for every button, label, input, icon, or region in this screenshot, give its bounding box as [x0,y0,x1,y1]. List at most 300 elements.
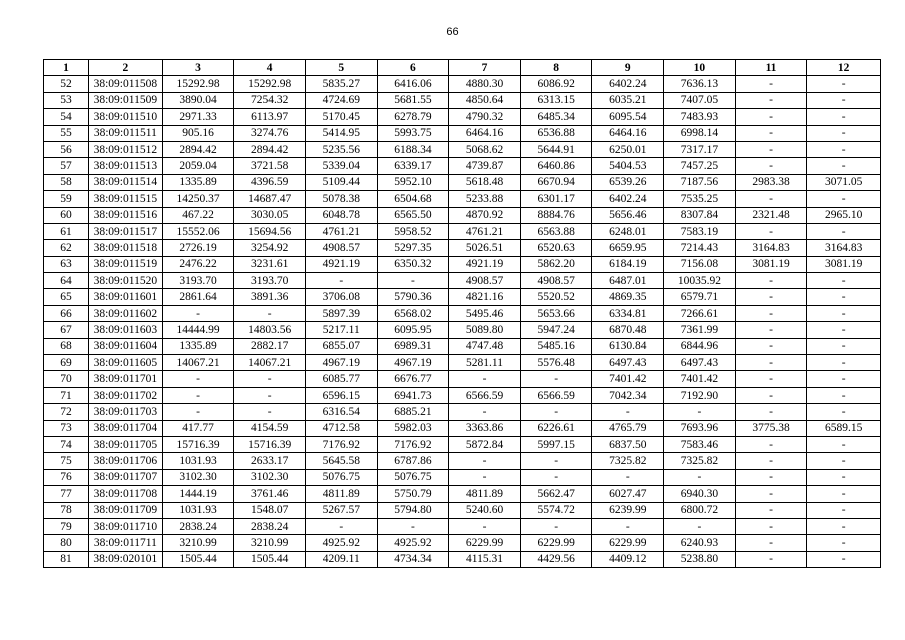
table-cell: 38:09:011602 [89,305,163,321]
table-cell: 2894.42 [162,141,234,157]
table-cell: 4115.31 [449,551,521,567]
table-cell: 79 [44,518,89,534]
table-cell: 71 [44,387,89,403]
column-header: 11 [735,60,807,76]
table-cell: - [735,141,807,157]
table-row [44,502,881,518]
table-cell: - [735,453,807,469]
table-row [44,174,881,190]
table-cell: 6229.99 [520,535,592,551]
table-cell: 4880.30 [449,76,521,92]
table-cell: 2983.38 [735,174,807,190]
table-cell: - [520,371,592,387]
table-cell: 38:09:011711 [89,535,163,551]
table-cell: 4747.48 [449,338,521,354]
table-cell: 3274.76 [234,125,306,141]
table-cell: 6027.47 [592,486,664,502]
table-cell: 6416.06 [377,76,449,92]
table-cell: 6870.48 [592,322,664,338]
table-cell: 7187.56 [664,174,736,190]
table-cell: 1548.07 [234,502,306,518]
table-cell: 38:09:011517 [89,223,163,239]
table-cell: 6313.15 [520,92,592,108]
table-cell: 6316.54 [305,404,377,420]
table-cell: 4908.57 [520,273,592,289]
table-cell: 6497.43 [592,355,664,371]
table-cell: 72 [44,404,89,420]
table-cell: 3891.36 [234,289,306,305]
table-cell: 905.16 [162,125,234,141]
table-cell: 14250.37 [162,191,234,207]
table-cell: - [520,469,592,485]
table-cell: 14067.21 [234,355,306,371]
table-row [44,76,881,92]
table-cell: - [735,191,807,207]
table-cell: 73 [44,420,89,436]
table-cell: 5404.53 [592,158,664,174]
table-cell: 5653.66 [520,305,592,321]
table-cell: 6464.16 [592,125,664,141]
table-cell: 5109.44 [305,174,377,190]
table-cell: 5485.16 [520,338,592,354]
table-cell: 5982.03 [377,420,449,436]
table-cell: - [305,518,377,534]
table-cell: 6085.77 [305,371,377,387]
table-cell: 3164.83 [735,240,807,256]
table-cell: 5068.62 [449,141,521,157]
table-cell: 38:09:011509 [89,92,163,108]
table-cell: - [807,502,881,518]
table-cell: - [520,453,592,469]
table-cell: 6563.88 [520,223,592,239]
table-cell: 76 [44,469,89,485]
table-cell: 417.77 [162,420,234,436]
table-cell: 6497.43 [664,355,736,371]
table-row [44,92,881,108]
table-row [44,141,881,157]
table-cell: 6670.94 [520,174,592,190]
table-cell: 3706.08 [305,289,377,305]
table-cell: - [162,404,234,420]
table-cell: 15716.39 [234,436,306,452]
table-cell: - [807,551,881,567]
table-cell: 5297.35 [377,240,449,256]
table-cell: 7693.96 [664,420,736,436]
table-cell: - [449,453,521,469]
table-row [44,273,881,289]
table-cell: 38:09:011519 [89,256,163,272]
table-cell: 5520.52 [520,289,592,305]
table-cell: - [305,273,377,289]
table-cell: 6350.32 [377,256,449,272]
table-cell: 3721.58 [234,158,306,174]
table-cell: 6460.86 [520,158,592,174]
table-cell: 6837.50 [592,436,664,452]
table-cell: 3775.38 [735,420,807,436]
column-header: 3 [162,60,234,76]
table-row [44,420,881,436]
table-cell: 5997.15 [520,436,592,452]
table-row [44,551,881,567]
table-cell: - [735,76,807,92]
table-cell: 4761.21 [449,223,521,239]
table-cell: 3164.83 [807,240,881,256]
table-row [44,223,881,239]
table-cell: 5076.75 [305,469,377,485]
table-cell: 14803.56 [234,322,306,338]
table-cell: - [735,223,807,239]
table-cell: - [162,387,234,403]
table-cell: 4908.57 [449,273,521,289]
table-cell: 52 [44,76,89,92]
table-cell: 6568.02 [377,305,449,321]
table-cell: - [735,273,807,289]
table-cell: - [592,469,664,485]
table-cell: - [807,387,881,403]
table-row [44,207,881,223]
table-cell: 6402.24 [592,191,664,207]
table-cell: 59 [44,191,89,207]
table-cell: 2838.24 [162,518,234,534]
table-cell: 4925.92 [305,535,377,551]
table-cell: 38:09:011701 [89,371,163,387]
table-row [44,256,881,272]
table-cell: - [234,305,306,321]
table-cell: 38:09:011516 [89,207,163,223]
table-cell: 7325.82 [592,453,664,469]
table-cell: 38:09:011604 [89,338,163,354]
table-cell: 4925.92 [377,535,449,551]
table-cell: 1444.19 [162,486,234,502]
table-cell: 6787.86 [377,453,449,469]
table-row [44,158,881,174]
table-cell: 6095.54 [592,109,664,125]
table-cell: 1335.89 [162,338,234,354]
table-cell: 6566.59 [520,387,592,403]
table-cell: - [735,289,807,305]
table-cell: 5872.84 [449,436,521,452]
table-cell: 3193.70 [234,273,306,289]
table-cell: 10035.92 [664,273,736,289]
table-cell: - [520,404,592,420]
table-cell: - [807,76,881,92]
table-cell: 69 [44,355,89,371]
table-cell: - [735,404,807,420]
table-cell: 6035.21 [592,92,664,108]
table-cell: 74 [44,436,89,452]
table-cell: - [592,404,664,420]
table-cell: 3071.05 [807,174,881,190]
table-cell: 7214.43 [664,240,736,256]
table-header-row [44,60,881,76]
table-cell: - [449,371,521,387]
table-cell: 55 [44,125,89,141]
table-cell: 2726.19 [162,240,234,256]
table-cell: - [807,125,881,141]
table-cell: - [807,355,881,371]
table-cell: 38:09:011708 [89,486,163,502]
table-cell: 5235.56 [305,141,377,157]
table-cell: 4870.92 [449,207,521,223]
table-cell: 2476.22 [162,256,234,272]
table-cell: - [807,191,881,207]
table-cell: - [735,436,807,452]
table-cell: 7254.32 [234,92,306,108]
table-cell: 6250.01 [592,141,664,157]
table-cell: 5618.48 [449,174,521,190]
table-cell: 38:09:011512 [89,141,163,157]
table-cell: 7457.25 [664,158,736,174]
table-cell: 4734.34 [377,551,449,567]
table-cell: 6659.95 [592,240,664,256]
table-cell: 3890.04 [162,92,234,108]
table-cell: 6229.99 [592,535,664,551]
table-cell: 1335.89 [162,174,234,190]
table-cell: - [807,273,881,289]
table-row [44,469,881,485]
table-cell: 3030.05 [234,207,306,223]
table-cell: - [234,404,306,420]
table-cell: 6188.34 [377,141,449,157]
table-cell: 77 [44,486,89,502]
table-cell: 38:09:011513 [89,158,163,174]
table-cell: 4761.21 [305,223,377,239]
table-cell: 64 [44,273,89,289]
table-cell: 2633.17 [234,453,306,469]
column-header: 4 [234,60,306,76]
table-cell: - [664,518,736,534]
table-cell: 4811.89 [305,486,377,502]
table-cell: 4908.57 [305,240,377,256]
table-cell: 5662.47 [520,486,592,502]
table-cell: 6596.15 [305,387,377,403]
table-cell: - [234,387,306,403]
table-cell: 7401.42 [664,371,736,387]
table-cell: 3761.46 [234,486,306,502]
table-cell: 6402.24 [592,76,664,92]
table-row [44,404,881,420]
table-cell: 5681.55 [377,92,449,108]
table-cell: 6239.99 [592,502,664,518]
table-cell: 38:09:011702 [89,387,163,403]
table-cell: 70 [44,371,89,387]
table-cell: 5645.58 [305,453,377,469]
table-cell: 1031.93 [162,502,234,518]
table-cell: 3231.61 [234,256,306,272]
table-cell: - [520,518,592,534]
table-row [44,371,881,387]
table-cell: 5790.36 [377,289,449,305]
table-row [44,535,881,551]
table-cell: 56 [44,141,89,157]
table-cell: 6536.88 [520,125,592,141]
table-cell: 6048.78 [305,207,377,223]
table-cell: 6334.81 [592,305,664,321]
table-cell: 38:09:011601 [89,289,163,305]
table-cell: 14067.21 [162,355,234,371]
table-cell: 4209.11 [305,551,377,567]
table-cell: 38:09:011514 [89,174,163,190]
table-cell: 7325.82 [664,453,736,469]
table-cell: 53 [44,92,89,108]
table-cell: 38:09:011515 [89,191,163,207]
table-cell: 5339.04 [305,158,377,174]
table-cell: 60 [44,207,89,223]
table-row [44,305,881,321]
table-cell: 1031.93 [162,453,234,469]
table-cell: - [735,92,807,108]
table-cell: 15716.39 [162,436,234,452]
table-cell: - [735,535,807,551]
table-cell: - [807,92,881,108]
table-cell: 4967.19 [377,355,449,371]
table-cell: 15292.98 [234,76,306,92]
table-cell: - [807,158,881,174]
table-cell: 3102.30 [234,469,306,485]
table-cell: 58 [44,174,89,190]
table-cell: 5897.39 [305,305,377,321]
table-cell: 7535.25 [664,191,736,207]
table-cell: 6339.17 [377,158,449,174]
table-cell: 38:09:011703 [89,404,163,420]
table-cell: 3081.19 [735,256,807,272]
column-header: 6 [377,60,449,76]
table-cell: 5993.75 [377,125,449,141]
table-cell: 5794.80 [377,502,449,518]
table-cell: - [807,289,881,305]
table-cell: - [807,371,881,387]
table-cell: 5835.27 [305,76,377,92]
table-cell: 80 [44,535,89,551]
table-cell: 4850.64 [449,92,521,108]
table-cell: 38:09:011706 [89,453,163,469]
table-cell: - [807,518,881,534]
table-row [44,453,881,469]
table-cell: 3081.19 [807,256,881,272]
table-cell: 8884.76 [520,207,592,223]
table-cell: 5656.46 [592,207,664,223]
table-cell: - [735,518,807,534]
table-cell: 38:09:011707 [89,469,163,485]
table-cell: 4712.58 [305,420,377,436]
table-cell: 6504.68 [377,191,449,207]
table-cell: - [807,322,881,338]
table-cell: - [735,355,807,371]
table-cell: 4429.56 [520,551,592,567]
table-cell: 6589.15 [807,420,881,436]
table-cell: 7636.13 [664,76,736,92]
table-cell: 7401.42 [592,371,664,387]
table-row [44,387,881,403]
table-cell: 4921.19 [305,256,377,272]
table-row [44,355,881,371]
table-cell: 6226.61 [520,420,592,436]
table-cell: 5576.48 [520,355,592,371]
table-cell: 5862.20 [520,256,592,272]
table-cell: 4790.32 [449,109,521,125]
table-cell: 38:09:011709 [89,502,163,518]
table-cell: 6278.79 [377,109,449,125]
table-cell: 38:09:011705 [89,436,163,452]
table-cell: - [807,338,881,354]
table-cell: - [735,486,807,502]
table-cell: 6301.17 [520,191,592,207]
table-cell: 7156.08 [664,256,736,272]
table-cell: 6248.01 [592,223,664,239]
table-cell: - [449,404,521,420]
table-cell: 7042.34 [592,387,664,403]
table-cell: 1505.44 [162,551,234,567]
table-cell: 5026.51 [449,240,521,256]
table-cell: 6566.59 [449,387,521,403]
column-header: 1 [44,60,89,76]
table-cell: 38:09:011510 [89,109,163,125]
table-cell: 4724.69 [305,92,377,108]
column-header: 5 [305,60,377,76]
table-cell: 6520.63 [520,240,592,256]
column-header: 12 [807,60,881,76]
table-cell: 7317.17 [664,141,736,157]
table-row [44,486,881,502]
table-cell: 6095.95 [377,322,449,338]
table-cell: - [735,158,807,174]
table-row [44,191,881,207]
table-cell: 5750.79 [377,486,449,502]
table-cell: 6989.31 [377,338,449,354]
table-cell: - [735,322,807,338]
table-cell: - [449,469,521,485]
table-cell: - [162,371,234,387]
column-header: 7 [449,60,521,76]
table-cell: 3210.99 [162,535,234,551]
table-cell: 5217.11 [305,322,377,338]
column-header: 2 [89,60,163,76]
table-row [44,436,881,452]
table-cell: 38:09:011605 [89,355,163,371]
table-cell: 5574.72 [520,502,592,518]
table-cell: 14687.47 [234,191,306,207]
table-row [44,240,881,256]
table-cell: 6941.73 [377,387,449,403]
table-cell: 4739.87 [449,158,521,174]
table-cell: - [807,404,881,420]
table-cell: 6229.99 [449,535,521,551]
table-cell: 7407.05 [664,92,736,108]
table-cell: 8307.84 [664,207,736,223]
table-cell: 6086.92 [520,76,592,92]
table-cell: 2965.10 [807,207,881,223]
table-cell: 5240.60 [449,502,521,518]
table-cell: 4811.89 [449,486,521,502]
table-cell: 5078.38 [305,191,377,207]
table-cell: 38:09:011710 [89,518,163,534]
table-cell: 78 [44,502,89,518]
table-cell: 4869.35 [592,289,664,305]
table-cell: 2059.04 [162,158,234,174]
table-cell: 68 [44,338,89,354]
table-cell: 4396.59 [234,174,306,190]
table-cell: 63 [44,256,89,272]
table-cell: - [807,453,881,469]
table-cell: - [377,518,449,534]
table-cell: - [807,535,881,551]
table-cell: 6855.07 [305,338,377,354]
table-cell: - [735,469,807,485]
table-cell: 5233.88 [449,191,521,207]
table-cell: 5495.46 [449,305,521,321]
table-row [44,338,881,354]
table-cell: - [592,518,664,534]
